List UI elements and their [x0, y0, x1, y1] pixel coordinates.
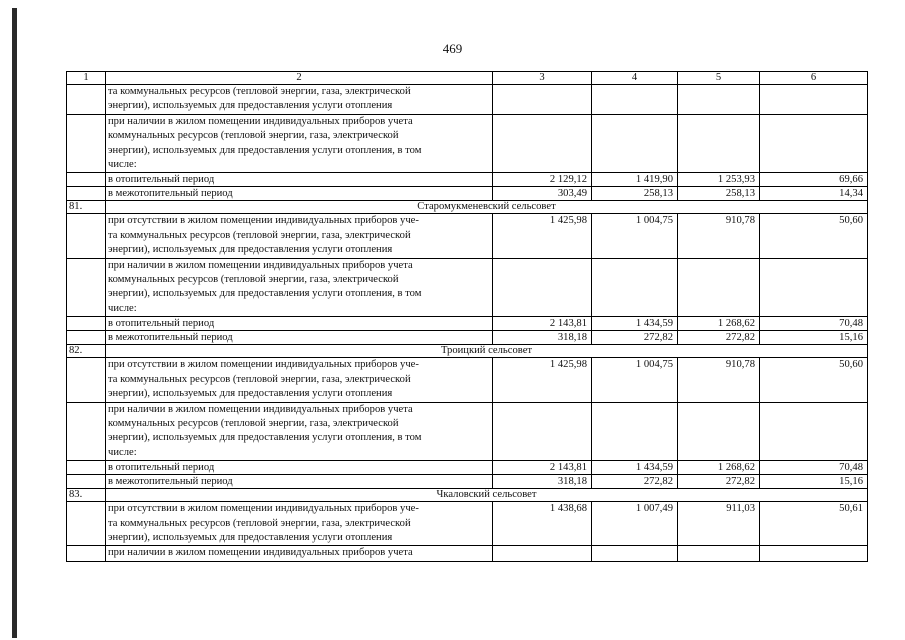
- description-line: при отсутствии в жилом помещении индивидуальных приборов уче-: [108, 503, 419, 515]
- value-cell: [592, 546, 678, 561]
- value-cell: 1 425,98: [493, 358, 592, 402]
- description-line: энергии), используемых для предоставления услуги отопления, в том: [108, 144, 422, 156]
- scan-edge-shadow: [12, 8, 17, 638]
- section-number: 82.: [67, 345, 106, 358]
- value-cell: [592, 258, 678, 317]
- value-cell: [493, 258, 592, 317]
- row-description: [106, 402, 493, 461]
- no-meter-row: [67, 85, 868, 115]
- tariff-table-body: [67, 72, 868, 562]
- value-cell: 272,82: [678, 331, 760, 345]
- value-cell: 1 425,98: [493, 214, 592, 258]
- tariff-table: [66, 71, 868, 562]
- value-cell: [760, 258, 868, 317]
- page-number: 469: [442, 41, 463, 56]
- description-line: при отсутствии в жилом помещении индивидуальных приборов уче-: [108, 215, 419, 227]
- description-line: энергии), используемых для предоставления услуги отопления, в том: [108, 288, 422, 300]
- row-number-cell: [67, 402, 106, 461]
- value-cell: [678, 546, 760, 561]
- value-cell: 318,18: [493, 331, 592, 345]
- offseason-period-row: [67, 475, 868, 489]
- column-header: 4: [592, 72, 678, 85]
- row-number-cell: [67, 258, 106, 317]
- value-cell: [760, 114, 868, 173]
- row-number-cell: [67, 461, 106, 475]
- row-description: [106, 114, 493, 173]
- row-number-cell: [67, 317, 106, 331]
- section-header-row: [67, 489, 868, 502]
- row-description: [106, 214, 493, 258]
- value-cell: 272,82: [678, 475, 760, 489]
- section-name: Чкаловский сельсовет: [106, 489, 868, 502]
- description-line: та коммунальных ресурсов (тепловой энергии, газа, электрической: [108, 517, 411, 529]
- value-cell: [493, 546, 592, 561]
- with-meter-row: [67, 546, 868, 561]
- column-header: 6: [760, 72, 868, 85]
- period-label: в отопительный период: [106, 461, 493, 475]
- period-label: в межотопительный период: [106, 187, 493, 201]
- description-line: при наличии в жилом помещении индивидуальных приборов учета: [108, 115, 413, 127]
- period-label: в отопительный период: [106, 317, 493, 331]
- value-cell: 1 268,62: [678, 461, 760, 475]
- value-cell: 50,61: [760, 502, 868, 546]
- value-cell: 1 434,59: [592, 317, 678, 331]
- no-meter-row: [67, 502, 868, 546]
- row-description: [106, 358, 493, 402]
- row-number-cell: [67, 475, 106, 489]
- description-line: энергии), используемых для предоставления услуги отопления: [108, 244, 393, 256]
- value-cell: [493, 114, 592, 173]
- period-label: в межотопительный период: [106, 331, 493, 345]
- description-line: числе:: [108, 446, 137, 458]
- no-meter-row: [67, 358, 868, 402]
- value-cell: 70,48: [760, 461, 868, 475]
- value-cell: 2 129,12: [493, 173, 592, 187]
- description-line: коммунальных ресурсов (тепловой энергии, газа, электрической: [108, 130, 399, 142]
- value-cell: [760, 402, 868, 461]
- value-cell: 303,49: [493, 187, 592, 201]
- row-number-cell: [67, 502, 106, 546]
- value-cell: [678, 402, 760, 461]
- value-cell: [592, 85, 678, 115]
- section-name: Старомукменевский сельсовет: [106, 201, 868, 214]
- section-header-row: [67, 345, 868, 358]
- value-cell: [493, 85, 592, 115]
- value-cell: 258,13: [678, 187, 760, 201]
- value-cell: 911,03: [678, 502, 760, 546]
- value-cell: [592, 114, 678, 173]
- value-cell: 15,16: [760, 331, 868, 345]
- description-line: энергии), используемых для предоставления услуги отопления: [108, 100, 393, 112]
- value-cell: 1 419,90: [592, 173, 678, 187]
- description-line: при наличии в жилом помещении индивидуальных приборов учета: [108, 259, 413, 271]
- section-name: Троицкий сельсовет: [106, 345, 868, 358]
- value-cell: 910,78: [678, 214, 760, 258]
- row-description: [106, 502, 493, 546]
- value-cell: 15,16: [760, 475, 868, 489]
- row-number-cell: [67, 546, 106, 561]
- value-cell: [592, 402, 678, 461]
- offseason-period-row: [67, 331, 868, 345]
- value-cell: 2 143,81: [493, 317, 592, 331]
- value-cell: 272,82: [592, 475, 678, 489]
- value-cell: 1 438,68: [493, 502, 592, 546]
- row-number-cell: [67, 173, 106, 187]
- value-cell: [678, 85, 760, 115]
- value-cell: 50,60: [760, 358, 868, 402]
- row-description: [106, 258, 493, 317]
- description-line: при наличии в жилом помещении индивидуальных приборов учета: [108, 403, 413, 415]
- value-cell: 2 143,81: [493, 461, 592, 475]
- column-header: 5: [678, 72, 760, 85]
- value-cell: 1 007,49: [592, 502, 678, 546]
- description-line: та коммунальных ресурсов (тепловой энергии, газа, электрической: [108, 229, 411, 241]
- value-cell: [493, 402, 592, 461]
- description-line: числе:: [108, 159, 137, 171]
- row-number-cell: [67, 187, 106, 201]
- value-cell: [760, 85, 868, 115]
- value-cell: 14,34: [760, 187, 868, 201]
- column-header: 1: [67, 72, 106, 85]
- period-label: в отопительный период: [106, 173, 493, 187]
- value-cell: 1 253,93: [678, 173, 760, 187]
- no-meter-row: [67, 214, 868, 258]
- offseason-period-row: [67, 187, 868, 201]
- value-cell: 1 004,75: [592, 214, 678, 258]
- row-description: [106, 546, 493, 561]
- description-line: энергии), используемых для предоставления услуги отопления: [108, 531, 393, 543]
- description-line: та коммунальных ресурсов (тепловой энергии, газа, электрической: [108, 86, 411, 97]
- description-line: энергии), используемых для предоставления услуги отопления: [108, 388, 393, 400]
- description-line: энергии), используемых для предоставления услуги отопления, в том: [108, 432, 422, 444]
- period-label: в межотопительный период: [106, 475, 493, 489]
- value-cell: 50,60: [760, 214, 868, 258]
- value-cell: [678, 258, 760, 317]
- heating-period-row: [67, 461, 868, 475]
- row-number-cell: [67, 85, 106, 115]
- row-number-cell: [67, 331, 106, 345]
- section-number: 83.: [67, 489, 106, 502]
- value-cell: 69,66: [760, 173, 868, 187]
- description-line: числе:: [108, 302, 137, 314]
- row-number-cell: [67, 214, 106, 258]
- description-line: коммунальных ресурсов (тепловой энергии, газа, электрической: [108, 417, 399, 429]
- description-line: коммунальных ресурсов (тепловой энергии, газа, электрической: [108, 274, 399, 286]
- value-cell: 70,48: [760, 317, 868, 331]
- column-header: 3: [493, 72, 592, 85]
- value-cell: 910,78: [678, 358, 760, 402]
- value-cell: 1 434,59: [592, 461, 678, 475]
- heating-period-row: [67, 317, 868, 331]
- value-cell: 1 004,75: [592, 358, 678, 402]
- section-number: 81.: [67, 201, 106, 214]
- row-description: [106, 85, 493, 115]
- section-header-row: [67, 201, 868, 214]
- heating-period-row: [67, 173, 868, 187]
- value-cell: [678, 114, 760, 173]
- with-meter-row: [67, 114, 868, 173]
- with-meter-row: [67, 258, 868, 317]
- row-number-cell: [67, 114, 106, 173]
- with-meter-row: [67, 402, 868, 461]
- value-cell: 258,13: [592, 187, 678, 201]
- value-cell: [760, 546, 868, 561]
- value-cell: 318,18: [493, 475, 592, 489]
- description-line: та коммунальных ресурсов (тепловой энергии, газа, электрической: [108, 373, 411, 385]
- column-header-row: [67, 72, 868, 85]
- value-cell: 272,82: [592, 331, 678, 345]
- column-header: 2: [106, 72, 493, 85]
- description-line: при наличии в жилом помещении индивидуальных приборов учета: [108, 547, 413, 559]
- value-cell: 1 268,62: [678, 317, 760, 331]
- row-number-cell: [67, 358, 106, 402]
- description-line: при отсутствии в жилом помещении индивидуальных приборов уче-: [108, 359, 419, 371]
